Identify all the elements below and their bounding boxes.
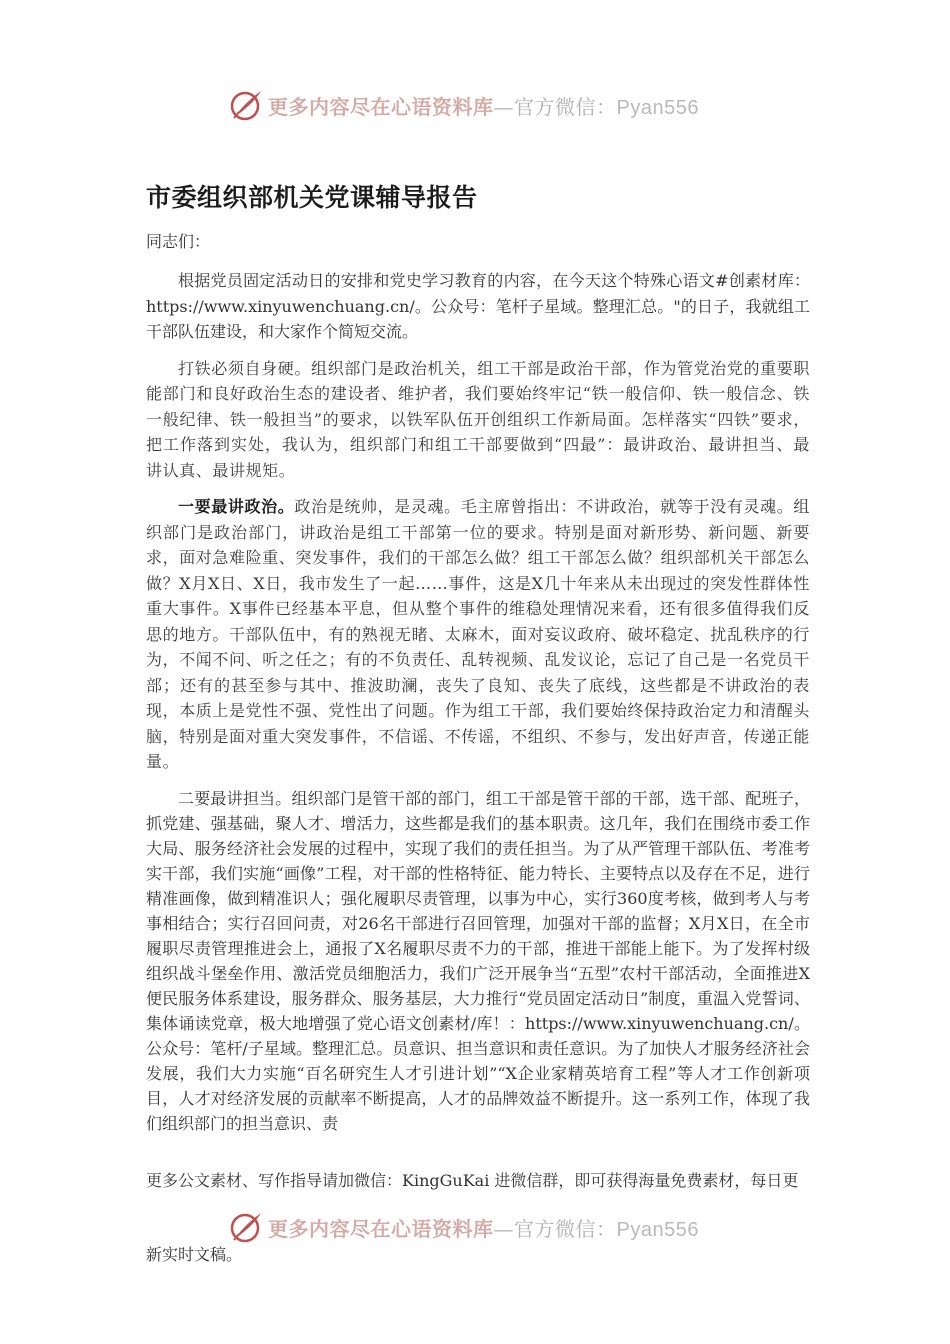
- footer-promo-line-2: 新实时文稿。: [146, 1245, 243, 1264]
- paragraph-intro: 根据党员固定活动日的安排和党史学习教育的内容，在今天这个特殊心语文#创素材库：https://www.xinyuwenchuang.cn/。公众号：笔杆子星域。整理汇总。"的日子，我就组工干部队伍建设，和大家作个简短交流。: [146, 271, 810, 341]
- banner-text: 更多内容尽在心语资料库—官方微信：Pyan556: [268, 94, 699, 119]
- paragraph-four-iron: 打铁必须自身硬。组织部门是政治机关，组工干部是政治干部，作为管党治党的重要职能部门和良好政治生态的建设者、维护者，我们要始终牢记“铁一般信仰、铁一般信念、铁一般纪律、铁一般担当”的要求，以铁军队伍开创组织工作新局面。怎样落实“四铁”要求，把工作落到实处，我认为，组织部门和组工干部要做到“四最”：最讲政治、最讲担当、最讲认真、最讲规矩。: [146, 358, 810, 480]
- greeting: 同志们：: [146, 232, 211, 251]
- section-lead-politics: 一要最讲政治。: [178, 497, 295, 516]
- paragraph-politics: [146, 494, 810, 775]
- quill-logo-icon: [228, 1209, 264, 1245]
- document-body: [146, 228, 810, 1136]
- quill-logo-icon: [228, 87, 264, 123]
- paragraph-politics-text: 政治是统帅，是灵魂。毛主席曾指出：不讲政治，就等于没有灵魂。组织部门是政治部门，讲政治是组工干部第一位的要求。特别是面对新形势、新问题、新要求，面对急难险重、突发事件，我们的干部怎么做？组工干部怎么做？组织部机关干部怎么做？X月X日、X日，我市发生了一起……事件，这是X几十年来从未出现过的突发性群体性重大事件。X事件已经基本平息，但从整个事件的维稳处理情况来看，还有很多值得我们反思的地方。干部队伍中，有的熟视无睹、太麻木，面对妄议政府、破坏稳定、扰乱秩序的行为，不闻不问、听之任之；有的不负责任、乱转视频、乱发议论，忘记了自己是一名党员干部；还有的甚至参与其中、推波助澜，丧失了良知、丧失了底线，这些都是不讲政治的表现，本质上是党性不强、党性出了问题。作为组工干部，我们要始终保持政治定力和清醒头脑，特别是面对重大突发事件，不信谣、不传谣，不组织、不参与，发出好声音，传递正能量。: [146, 497, 811, 771]
- paragraph-responsibility: 二要最讲担当。组织部门是管干部的部门，组工干部是管干部的干部，选干部、配班子，抓党建、强基础，聚人才、增活力，这些都是我们的基本职责。这几年，我们在围绕市委工作大局、服务经济社会发展的过程中，实现了我们的责任担当。为了从严管理干部队伍、考准考实干部，我们实施“画像”工程，对干部的性格特征、能力特长、主要特点以及存在不足，进行精准画像，做到精准识人；强化履职尽责管理，以事为中心，实行360度考核，做到考人与考事相结合；实行召回问责，对26名干部进行召回管理，加强对干部的监督；X月X日，在全市履职尽责管理推进会上，通报了X名履职尽责不力的干部，推进干部能上能下。为了发挥村级组织战斗堡垒作用、激活党员细胞活力，我们广泛开展争当“五型”农村干部活动，全面推进X便民服务体系建设，服务群众、服务基层，大力推行“党员固定活动日”制度，重温入党誓词、集体诵读党章，极大地增强了党心语文创素材/库！：https://www.xinyuwenchuang.cn/。公众号：笔杆/子星域。整理汇总。员意识、担当意识和责任意识。为了加快人才服务经济社会发展，我们大力实施“百名研究生人才引进计划”“X企业家精英培育工程”等人才工作创新项目，人才对经济发展的贡献率不断提高，人才的品牌效益不断提升。这一系列工作，体现了我们组织部门的担当意识、责: [146, 788, 810, 1133]
- header-watermark-banner: [228, 84, 728, 126]
- footer-promo-line-1: 更多公文素材、写作指导请加微信：KingGuKai 进微信群，即可获得海量免费素材，每日更: [146, 1171, 799, 1190]
- banner-text: 更多内容尽在心语资料库—官方微信：Pyan556: [268, 1216, 699, 1241]
- document-title: 市委组织部机关党课辅导报告: [146, 183, 478, 212]
